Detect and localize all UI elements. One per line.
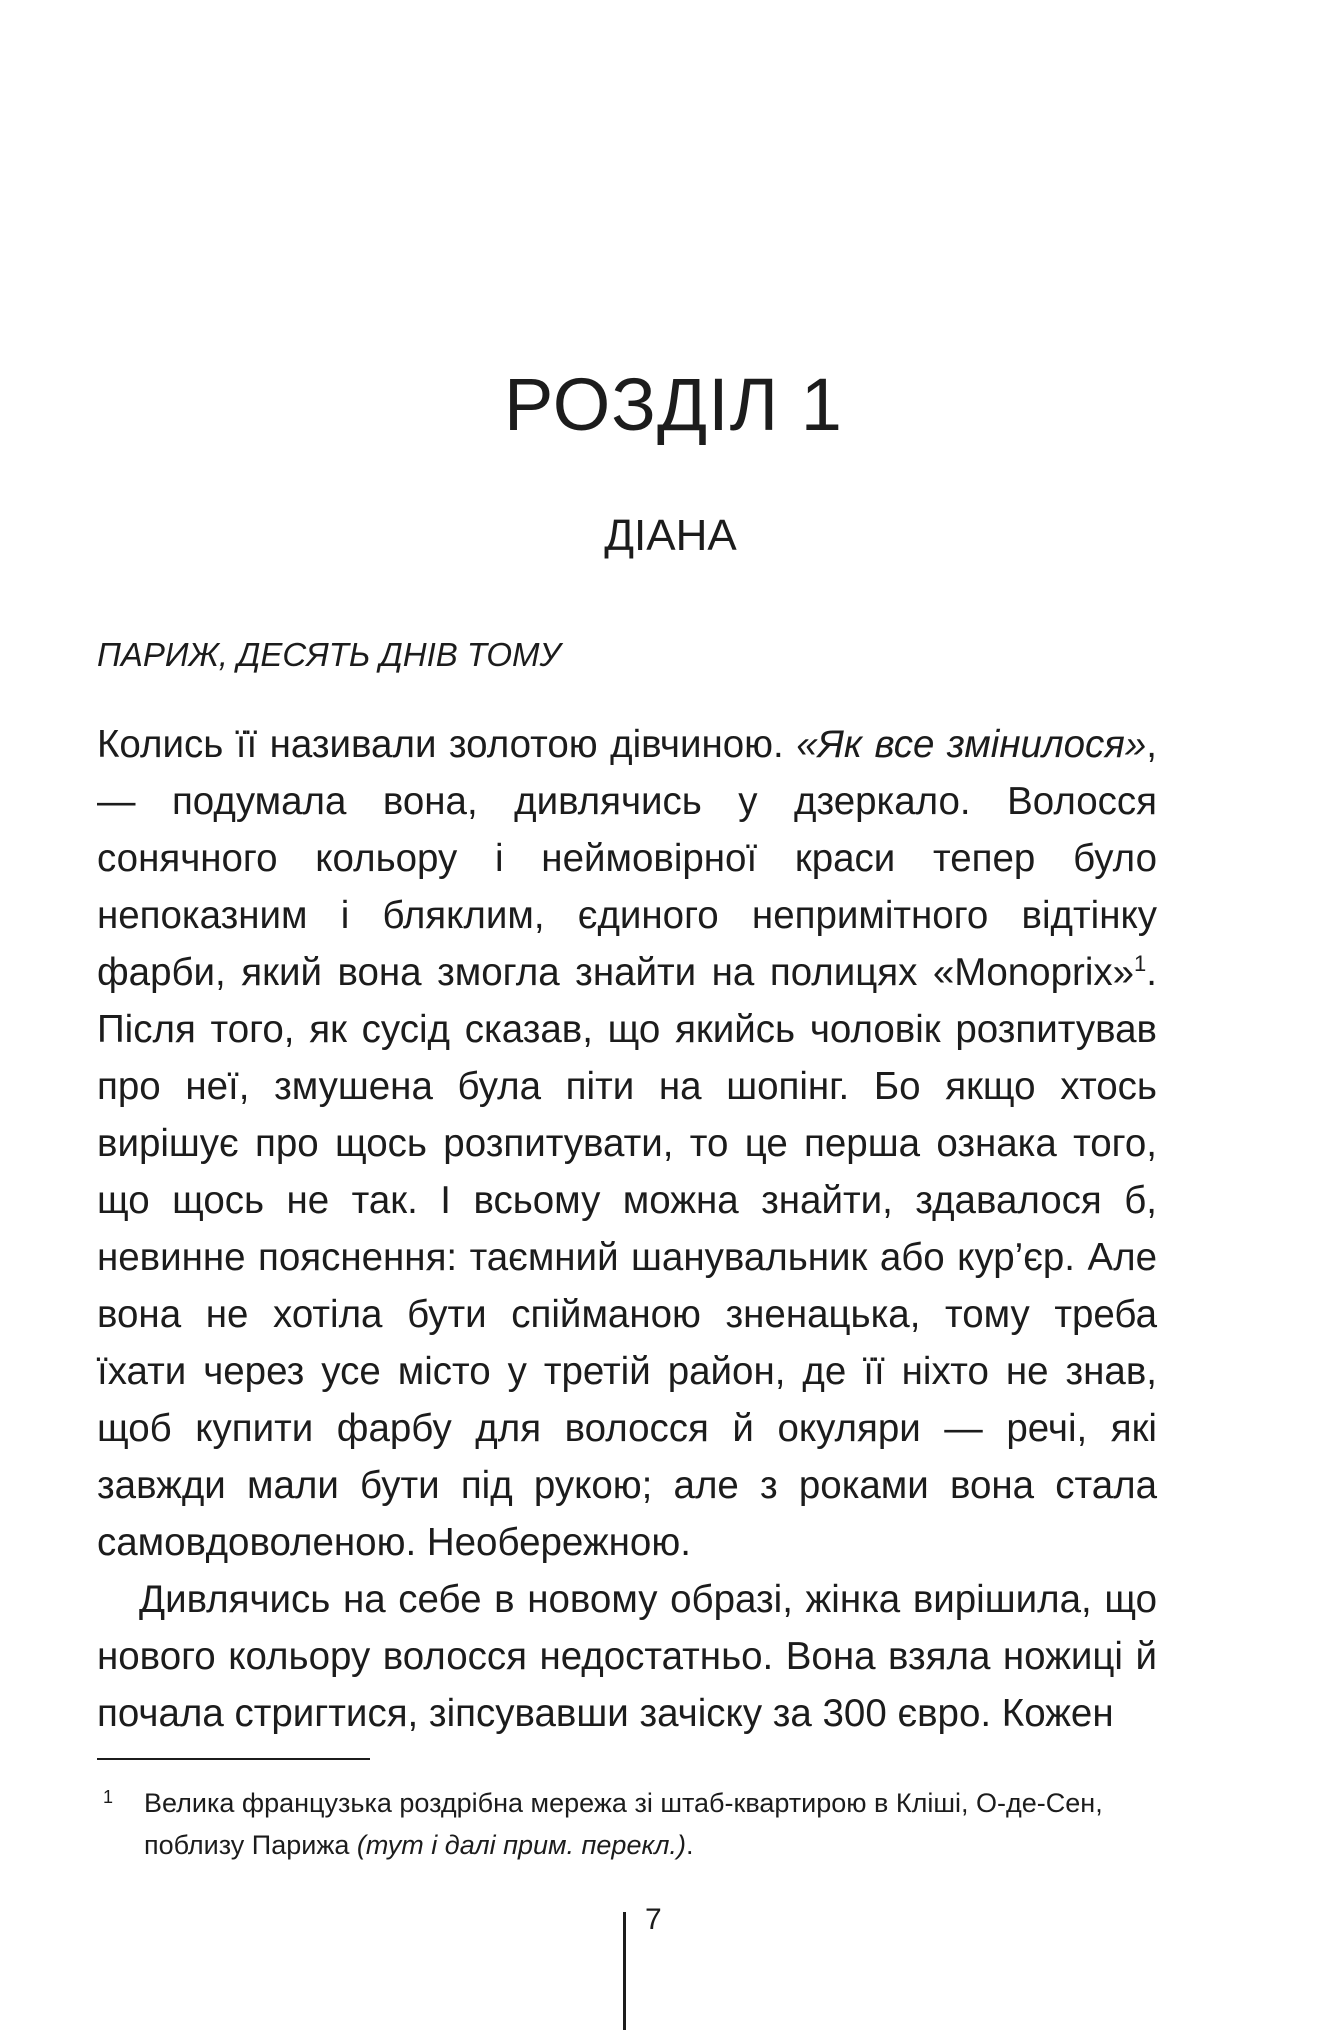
footnote-reference: 1 <box>1134 951 1147 976</box>
footnote-body <box>144 1782 1157 1866</box>
page-number: 7 <box>645 1903 662 1936</box>
paragraph-1-text-b: , — подумала вона, дивлячись у дзеркало. Волосся сонячного кольору і неймовірної краси тепер було непоказним і бляклим, єдиного непримітного відтінку фарби, який вона змогла знайти на полицях «Monoprix» <box>97 723 1157 994</box>
dateline: ПАРИЖ, ДЕСЯТЬ ДНІВ ТОМУ <box>97 636 561 673</box>
footnote-mark: 1 <box>103 1787 114 1807</box>
paragraph-1-text-a: Колись її називали золотою дівчиною. <box>97 723 797 766</box>
footnote-text: Велика французька роздрібна мережа зі штаб-квартирою в Кліші, О-де-Сен, поблизу Парижа <box>144 1788 1103 1860</box>
footnote <box>97 1782 1157 1866</box>
paragraph-2: Дивлячись на себе в новому образі, жінка вирішила, що нового кольору волосся недостатньо. Вона взяла ножиці й почала стригтися, зіпсувавши зачіску за 300 євро. Кожен <box>97 1578 1157 1735</box>
footnote-divider <box>97 1758 370 1760</box>
body-text <box>97 716 1157 1742</box>
footnote-end: . <box>685 1830 694 1860</box>
footnote-translator-note: (тут і далі прим. перекл.) <box>356 1830 686 1860</box>
paragraph-1-text-c: . Після того, як сусід сказав, що якийсь чоловік розпитував про неї, змушена була піти на шопінг. Бо якщо хтось вирішує про щось розпитувати, то це перша ознака того, що щось не так. І всьому можна знайти, здавалося б, невинне пояснення: таємний шанувальник або кур’єр. Але вона не хотіла бути спійманою зненацька, тому треба їхати через усе місто у третій район, де її ніхто не знав, щоб купити фарбу для волосся й окуляри — речі, які завжди мали бути під рукою; але з роками вона стала самовдоволеною. Необережною. <box>97 951 1157 1564</box>
chapter-title: РОЗДІЛ 1 <box>504 363 843 446</box>
paragraph-1-quote: «Як все змінилося» <box>796 723 1147 766</box>
paragraph-1 <box>97 716 1157 1571</box>
chapter-subtitle: ДІАНА <box>604 511 737 560</box>
page-number-rule <box>623 1912 626 2030</box>
